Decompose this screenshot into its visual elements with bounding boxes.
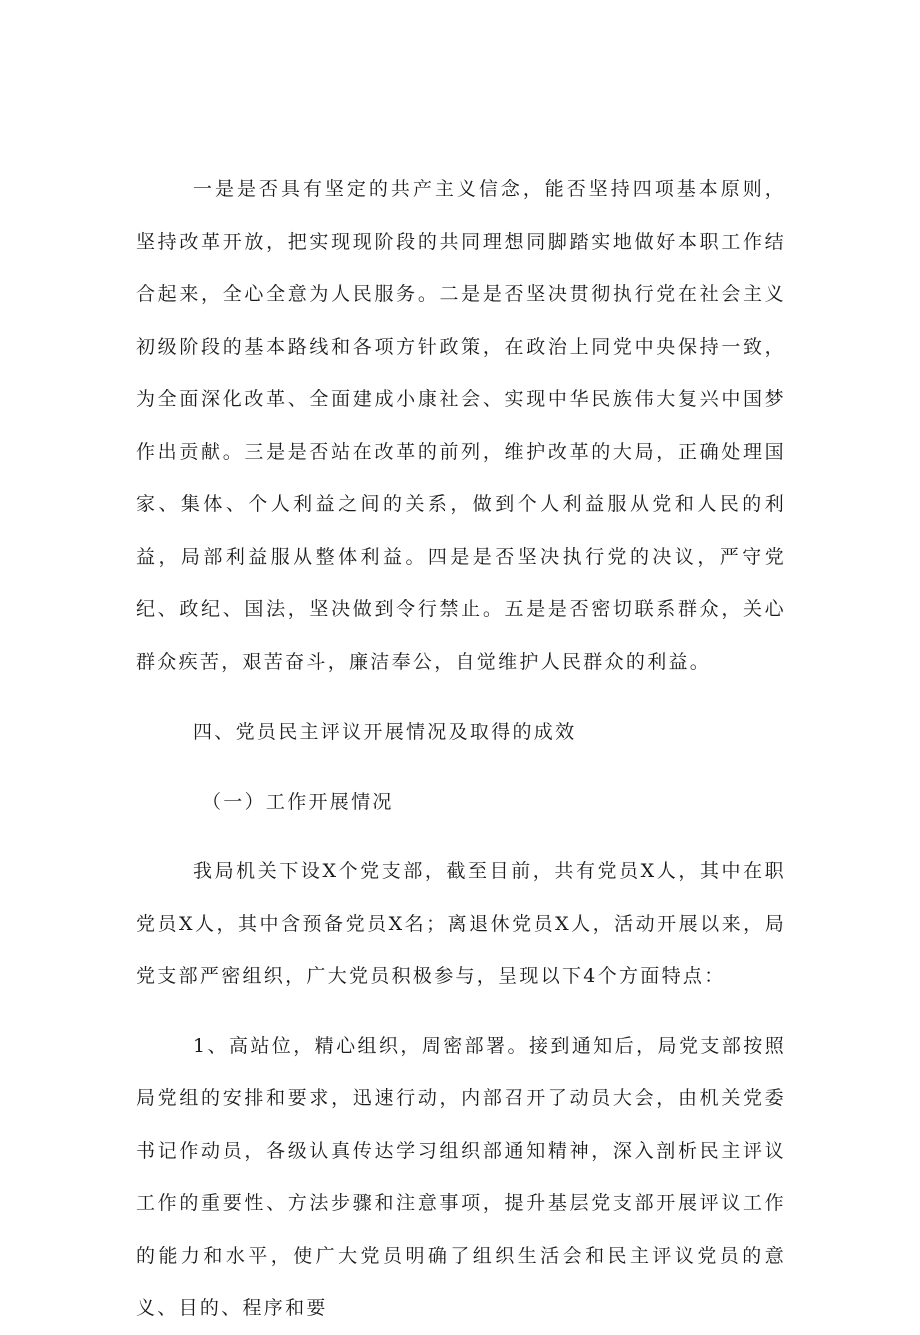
paragraph-criteria: 一是是否具有坚定的共产主义信念，能否坚持四项基本原则，坚持改革开放，把实现现阶段的共同理想同脚踏实地做好本职工作结合起来，全心全意为人民服务。二是是否坚决贯彻执行党在社会主义初级阶段的基本路线和各项方针政策，在政治上同党中央保持一致，为全面深化改革、全面建成小康社会、实现中华民族伟大复兴中国梦作出贡献。三是是否站在改革的前列，维护改革的大局，正确处理国家、集体、个人利益之间的关系，做到个人利益服从党和人民的利益，局部利益服从整体利益。四是是否坚决执行党的决议，严守党纪、政纪、国法，坚决做到令行禁止。五是是否密切联系群众，关心群众疾苦，艰苦奋斗，廉洁奉公，自觉维护人民群众的利益。	[136, 178, 786, 673]
document-body	[136, 163, 786, 1335]
section-heading: 四、党员民主评议开展情况及取得的成效	[193, 721, 577, 743]
paragraph-point-1: 1、高站位，精心组织，周密部署。接到通知后，局党支部按照局党组的安排和要求，迅速行动，内部召开了动员大会，由机关党委书记作动员，各级认真传达学习组织部通知精神，深入剖析民主评议工作的重要性、方法步骤和注意事项，提升基层党支部开展评议工作的能力和水平，使广大党员明确了组织生活会和民主评议党员的意义、目的、程序和要	[136, 1034, 786, 1319]
subsection-heading: （一）工作开展情况	[202, 790, 394, 813]
paragraph-overview: 我局机关下设X个党支部，截至目前，共有党员X人，其中在职党员X人，其中含预备党员X名；离退休党员X人，活动开展以来，局党支部严密组织，广大党员积极参与，呈现以下4个方面特点：	[136, 860, 786, 987]
